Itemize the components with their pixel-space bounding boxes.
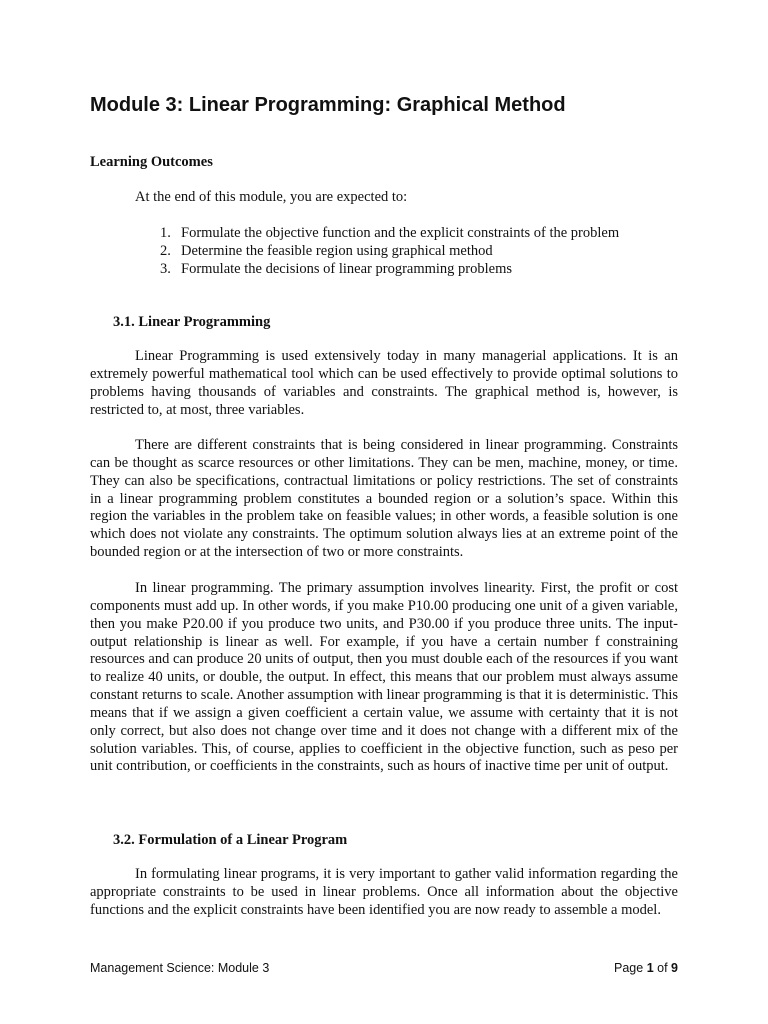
section-3-2-heading: 3.2. Formulation of a Linear Program	[113, 832, 348, 848]
page-label: Page	[614, 961, 644, 975]
current-page: 1	[646, 961, 654, 975]
list-item-number: 3.	[160, 261, 171, 277]
page-title: Module 3: Linear Programming: Graphical Method	[90, 94, 566, 116]
list-item	[160, 224, 620, 242]
list-item-text: Formulate the objective function and the explicit constraints of the problem	[181, 225, 620, 241]
section-3-2-paragraph-1: In formulating linear programs, it is very important to gather valid information regarding the appropriate constraints to be used in linear problems. Once all information about the objective functions and the explicit constraints have been identified you are now ready to assemble a model.	[90, 866, 678, 918]
list-item	[160, 242, 619, 260]
section-3-1-paragraph-2: There are different constraints that is being considered in linear programming. Constraints can be thought as scarce resources or other limitations. They can be men, machine, money, or time. They can also be specifications, contractual limitations or policy restrictions. The set of constraints in a linear programming problem constitutes a bounded region or a solution’s space. Within this region the variables in the problem take on feasible values; in other words, a feasible solution is one which does not violate any constraints. The optimum solution always lies at an extreme point of the bounded region or at the intersection of two or more constraints.	[90, 437, 678, 561]
page-of-label: of	[657, 961, 668, 975]
total-pages: 9	[671, 961, 678, 975]
section-3-1-paragraph-3: In linear programming. The primary assumption involves linearity. First, the profit or cost components must add up. In other words, if you make P10.00 producing one unit of a given variable, then you make P20.00 if you produce two units, and P30.00 if you produce three units. The input-output relationship is linear as well. For example, if you have a certain number f constraining resources and can produce 20 units of output, then you must double each of the resources if you want to realize 40 units, or double, the output. In effect, this means that our problem must always assume constant returns to scale. Another assumption with linear programming is that it is deterministic. This means that if we assign a given coefficient a certain value, we assume with certainty that it is not only correct, but also does not change over time and it does not change with a different mix of the solution variables. This, of course, applies to coefficient in the objective function, such as peso per unit contribution, or coefficients in the constraints, such as hours of inactive time per unit of output.	[90, 580, 678, 775]
footer-page-number	[614, 960, 678, 976]
list-item-text: Formulate the decisions of linear programming problems	[181, 261, 513, 277]
learning-outcomes-heading: Learning Outcomes	[90, 154, 213, 170]
list-item-number: 1.	[160, 225, 171, 241]
list-item	[160, 260, 619, 278]
learning-outcomes-list	[160, 224, 620, 278]
learning-outcomes-intro: At the end of this module, you are expected to:	[135, 189, 408, 205]
section-3-1-paragraph-1: Linear Programming is used extensively today in many managerial applications. It is an extremely powerful mathematical tool which can be used effectively to provide optimal solutions to problems having thousands of variables and constraints. The graphical method is, however, is restricted to, at most, three variables.	[90, 348, 678, 418]
list-item-text: Determine the feasible region using graphical method	[181, 243, 493, 259]
footer-module-label: Management Science: Module 3	[90, 961, 270, 975]
list-item-number: 2.	[160, 243, 171, 259]
section-3-1-heading: 3.1. Linear Programming	[113, 314, 271, 330]
